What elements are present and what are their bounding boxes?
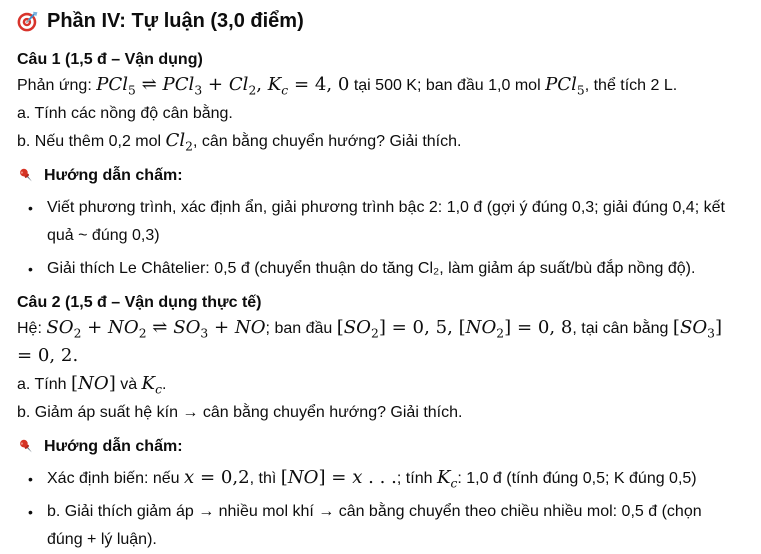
question-1-part-a: a. Tính các nồng độ cân bằng.: [17, 105, 233, 122]
rubric-2-item-2: • b. Giải thích giảm áp → nhiều mol khí → cân bằng chuyển theo chiều nhiều mol: 0,5 đ (chọn đúng + lý luận).: [27, 498, 735, 554]
question-2-part-a: a. Tính [NO] và $K_c$.: [17, 373, 167, 397]
question-2-heading: Câu 2 (1,5 đ – Vận dụng thực tế): [17, 294, 262, 311]
question-1-heading: Câu 1 (1,5 đ – Vận dụng): [17, 51, 203, 68]
rubric-1-heading-text: Hướng dẫn chấm:: [44, 167, 183, 184]
question-1-part-b: b. Nếu thêm 0,2 mol $Cl_2$, cân bằng chuyển hướng? Giải thích.: [17, 130, 462, 154]
pushpin-icon: [17, 438, 36, 457]
rubric-2-heading-text: Hướng dẫn chấm:: [44, 438, 183, 455]
rubric-1-heading: [17, 162, 735, 190]
target-icon: [17, 11, 38, 32]
rubric-1-item-1: • Viết phương trình, xác định ẩn, giải phương trình bậc 2: 1,0 đ (gợi ý đúng 0,3; giải đúng 0,4; kết quả ~ đúng 0,3): [27, 194, 735, 250]
rubric-1-list: [17, 194, 735, 283]
question-2-part-b: b. Giảm áp suất hệ kín → cân bằng chuyển hướng? Giải thích.: [17, 404, 463, 421]
question-1-body: [17, 72, 735, 156]
rubric-2-heading: [17, 433, 735, 461]
rubric-2-item-1: • Xác định biến: nếu x = 0,2, thì [NO] = x . . .; tính $K_c$: 1,0 đ (tính đúng 0,5; K đúng 0,5): [27, 465, 735, 493]
question-2-body: [17, 315, 735, 427]
question-2-system-line: Hệ: $SO_2 + NO_2$ ⇌ $SO_3$ + NO; ban đầu $[SO_2] = 0$, 5, $[NO_2] = 0$, 8, tại cân bằng $[SO_3] = 0$, 2.: [17, 317, 723, 366]
rubric-1-item-2: • Giải thích Le Châtelier: 0,5 đ (chuyển thuận do tăng Cl₂, làm giảm áp suất/bù đắp nồng độ).: [27, 255, 735, 283]
rubric-2-list: [17, 465, 735, 554]
pushpin-icon: [17, 167, 36, 186]
section-title-text: Phần IV: Tự luận (3,0 điểm): [47, 10, 304, 32]
section-title: [17, 8, 735, 34]
question-1-reaction-line: Phản ứng: PCl$_5$ ⇌ $PCl_3 + Cl_2$, $K_c = 4$, 0 tại 500 K; ban đầu 1,0 mol PCl$_5$, thể tích 2 L.: [17, 74, 678, 98]
